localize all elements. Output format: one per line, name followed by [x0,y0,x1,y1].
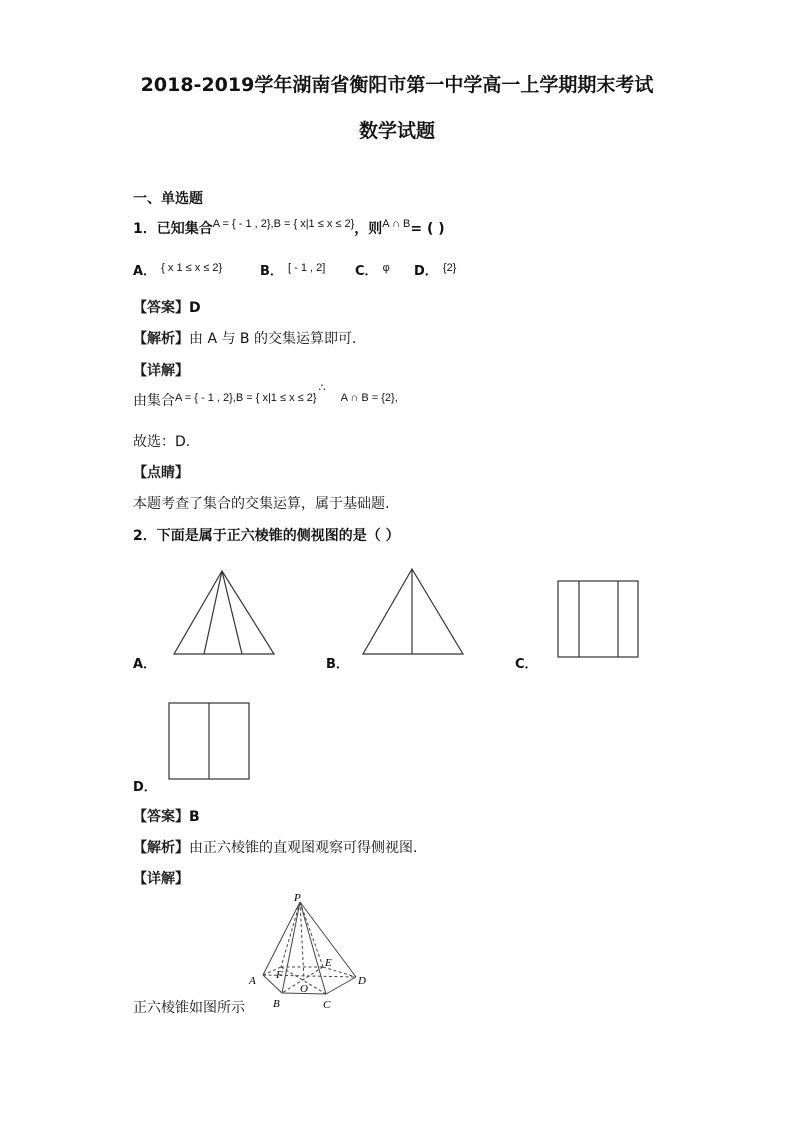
vertex-label-a: A [249,975,256,987]
q2-option-c-label: C． [515,657,538,672]
q2-option-c-figure [557,580,639,658]
q1-detail-prefix: 由集合 [133,393,175,409]
q1-answer-tag: 【答案】 [133,300,189,316]
q1-paren: = ( ) [410,221,445,237]
q1-option-c [355,260,390,279]
question-2: 2．下面是属于正六棱锥的侧视图的是（ ） [133,528,400,544]
q2-option-b-figure [362,568,464,656]
q2-analysis-line [133,837,417,857]
q2-analysis-tag: 【解析】 [133,840,189,856]
q2-analysis-text: 由正六棱锥的直观图观察可得侧视图. [189,840,418,856]
vertex-label-o: O [300,983,308,995]
q1-detail-set: A = { - 1 , 2},B = { x|1 ≤ x ≤ 2} [175,392,317,404]
q1-analysis-line [133,328,366,348]
vertex-label-c: C [323,999,331,1011]
q1-option-d-label: D． [414,264,438,279]
q1-detail-result: A ∩ B = {2}, [340,392,398,404]
therefore-symbol: ∴ [318,382,326,394]
q1-option-b-label: B． [260,264,283,279]
vertex-label-f: F [276,969,283,981]
q2-option-b-label: B． [326,657,349,672]
q1-set-definition: A = { - 1 , 2},B = { x|1 ≤ x ≤ 2} [212,218,355,230]
q1-analysis-text: 由 A 与 B 的交集运算即可． [189,331,366,347]
q2-option-d-label: D． [133,780,157,795]
q1-detail-line [133,382,398,410]
vertex-label-b: B [273,998,280,1010]
q1-option-d-value: {2} [442,262,457,274]
q2-answer-line [133,806,200,826]
section-heading: 一、单选题 [133,191,203,207]
q2-detail-tag: 【详解】 [133,871,189,887]
q1-analysis-tag: 【解析】 [133,331,189,347]
q1-then-text: ，则 [354,221,383,237]
q1-option-a-label: A． [133,264,157,279]
q1-option-a-value: { x 1 ≤ x ≤ 2} [161,262,223,274]
q1-detail-tag: 【详解】 [133,363,189,379]
q1-comment-text: 本题考查了集合的交集运算，属于基础题. [133,496,390,512]
q1-answer-line [133,297,201,317]
q1-answer-value: D [189,300,201,316]
vertex-label-e: E [325,957,332,969]
page-subtitle: 数学试题 [358,120,435,142]
q2-option-d-figure [168,702,250,780]
vertex-label-d: D [358,975,366,987]
q1-option-c-label: C． [355,264,378,279]
q1-option-c-value: φ [382,262,390,274]
q2-answer-tag: 【答案】 [133,809,189,825]
question-1 [133,218,445,240]
q1-option-b [260,260,325,279]
q1-option-a [133,260,222,279]
q1-number-text: 1．已知集合 [133,221,213,237]
q1-option-b-value: [ - 1 , 2] [288,262,326,274]
q1-option-d [414,260,456,279]
q1-choose-text: 故选：D. [133,434,191,450]
q2-option-a-label: A． [133,657,157,672]
figure-caption: 正六棱锥如图所示 [133,1000,245,1016]
hexagonal-pyramid-figure [240,892,370,1014]
q1-comment-tag: 【点睛】 [133,465,189,481]
q1-expression: A ∩ B [382,218,411,230]
page-title: 2018-2019学年湖南省衡阳市第一中学高一上学期期末考试 [140,74,654,96]
q2-option-a-figure [172,570,276,656]
q2-answer-value: B [189,809,200,825]
vertex-label-p: P [294,892,301,904]
